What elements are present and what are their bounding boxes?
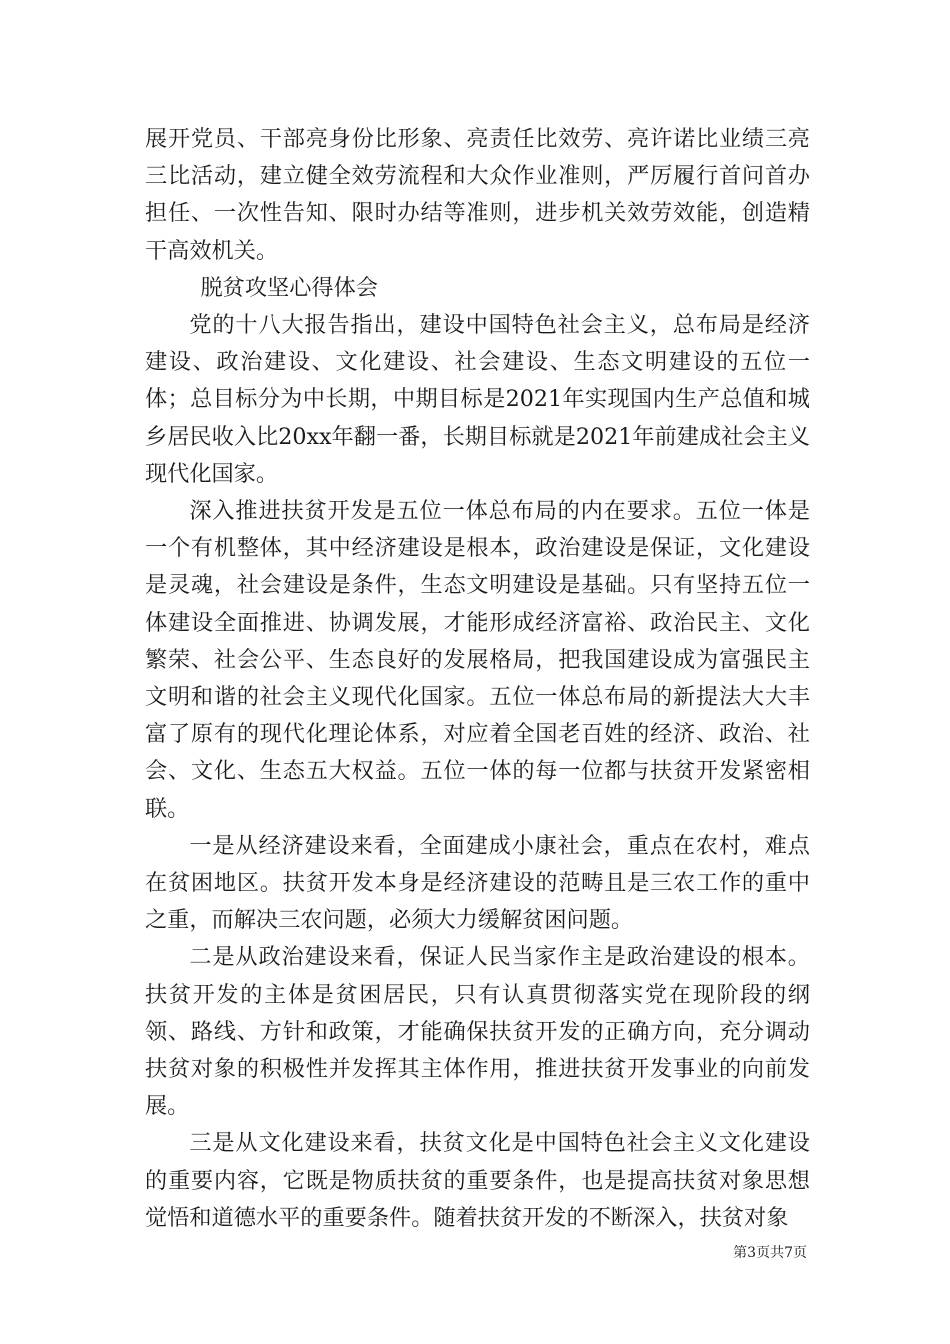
paragraph-intro: 党的十八大报告指出，建设中国特色社会主义，总布局是经济建设、政治建设、文化建设、社会建设、生态文明建设的五位一体；总目标分为中长期，中期目标是2021年实现国内生产总值和城乡居民收入比20xx年翻一番，长期目标就是2021年前建成社会主义现代化国家。: [145, 312, 810, 487]
section-title: 脱贫攻坚心得体会: [200, 274, 378, 301]
page-number: 第3页共7页: [733, 1245, 807, 1261]
paragraph-five-in-one: 深入推进扶贫开发是五位一体总布局的内在要求。五位一体是一个有机整体，其中经济建设是根本，政治建设是保证，文化建设是灵魂，社会建设是条件，生态文明建设是基础。只有坚持五位一体建设全面推进、协调发展，才能形成经济富裕、政治民主、文化繁荣、社会公平、生态良好的发展格局，把我国建设成为富强民主文明和谐的社会主义现代化国家。五位一体总布局的新提法大大丰富了原有的现代化理论体系，对应着全国老百姓的经济、政治、社会、文化、生态五大权益。五位一体的每一位都与扶贫开发紧密相联。: [145, 498, 810, 822]
document-body: [145, 121, 810, 1237]
paragraph-cultural: 三是从文化建设来看，扶贫文化是中国特色社会主义文化建设的重要内容，它既是物质扶贫的重要条件，也是提高扶贫对象思想觉悟和道德水平的重要条件。随着扶贫开发的不断深入，扶贫对象: [145, 1130, 810, 1231]
paragraph-economic: 一是从经济建设来看，全面建成小康社会，重点在农村，难点在贫困地区。扶贫开发本身是经济建设的范畴且是三农工作的重中之重，而解决三农问题，必须大力缓解贫困问题。: [145, 832, 810, 934]
paragraph-continuation: 展开党员、干部亮身份比形象、亮责任比效劳、亮许诺比业绩三亮三比活动，建立健全效劳流程和大众作业准则，严厉履行首问首办担任、一次性告知、限时办结等准则，进步机关效劳效能，创造精干高效机关。: [145, 126, 810, 264]
paragraph-political: 二是从政治建设来看，保证人民当家作主是政治建设的根本。扶贫开发的主体是贫困居民，只有认真贯彻落实党在现阶段的纲领、路线、方针和政策，才能确保扶贫开发的正确方向，充分调动扶贫对象的积极性并发挥其主体作用，推进扶贫开发事业的向前发展。: [145, 944, 810, 1120]
